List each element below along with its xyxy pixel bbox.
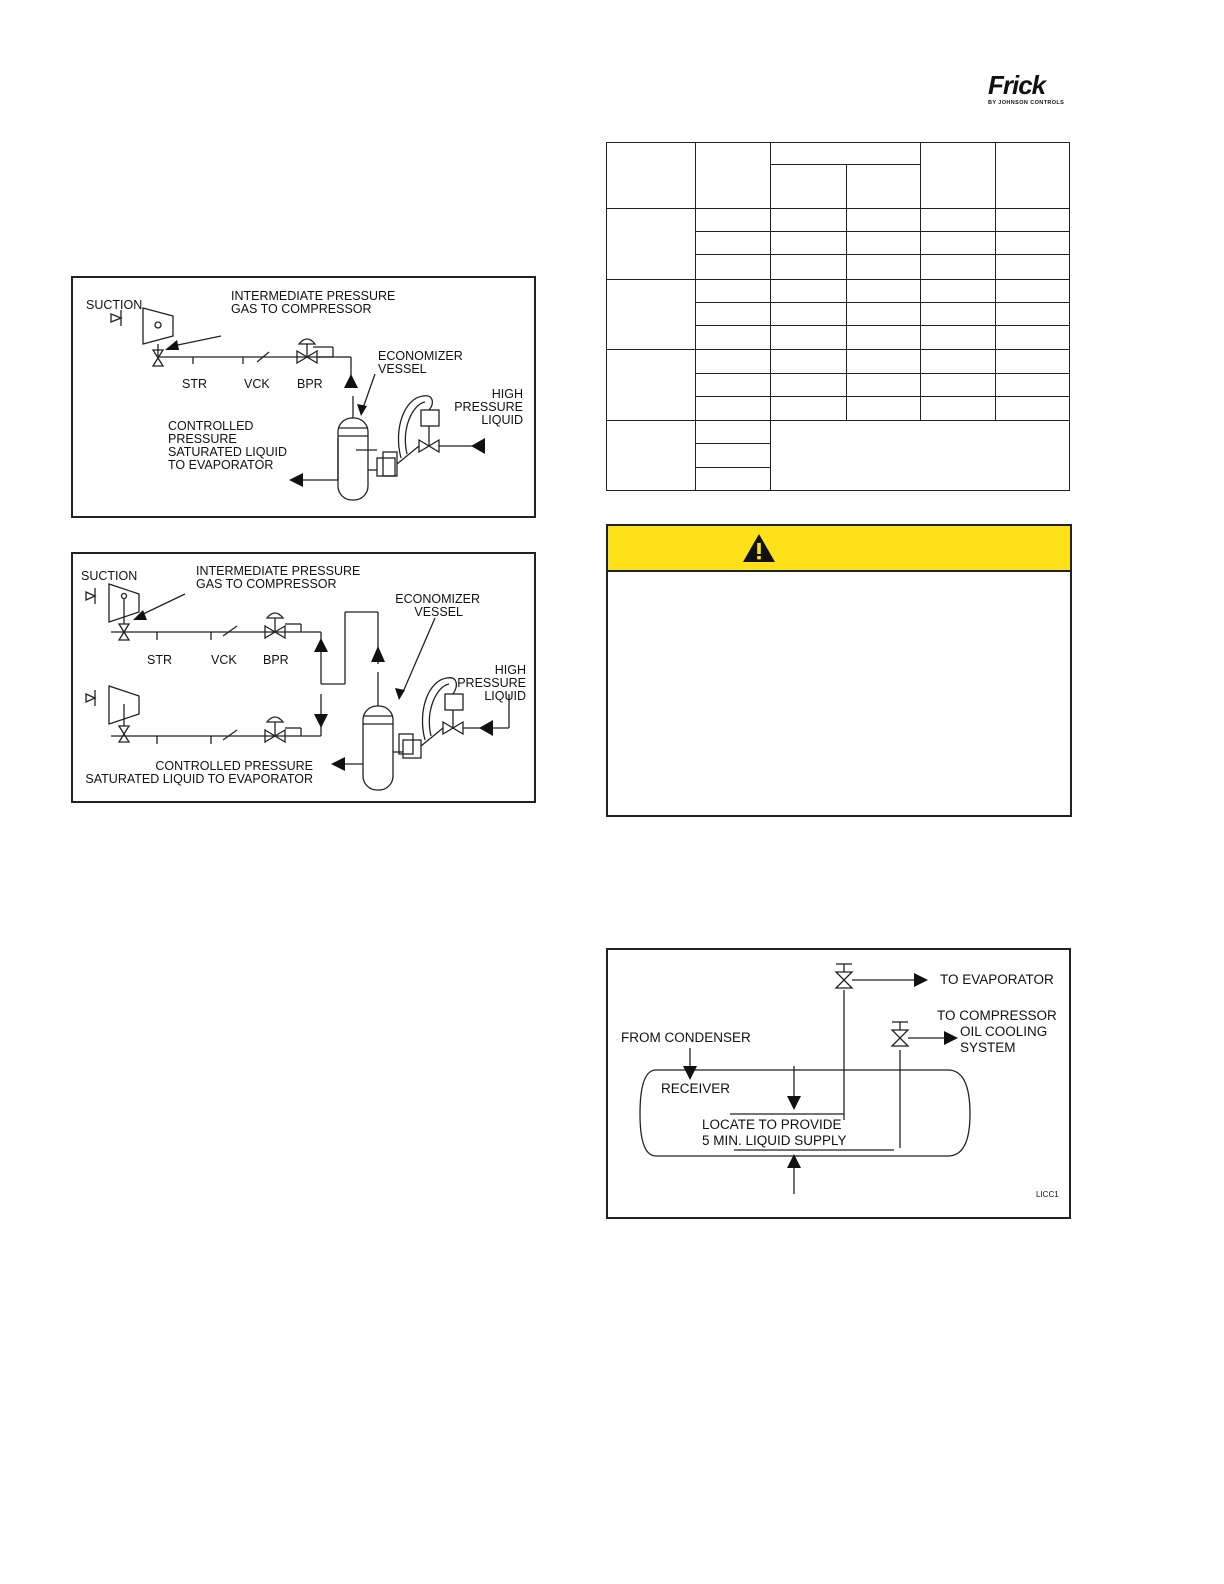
label-controlled-3: SATURATED LIQUID xyxy=(168,445,287,459)
table-cell xyxy=(846,208,920,231)
table-header-cell xyxy=(771,165,846,209)
table-cell xyxy=(846,326,920,350)
label-locate-1: LOCATE TO PROVIDE xyxy=(702,1117,842,1132)
label-controlled-2a: CONTROLLED PRESSURE xyxy=(155,759,313,773)
label-intermediate-2b: GAS TO COMPRESSOR xyxy=(196,577,337,591)
table-cell xyxy=(771,279,846,302)
table-cell xyxy=(696,326,771,350)
table-cell xyxy=(696,350,771,373)
label-vck-2: VCK xyxy=(211,653,237,667)
table-header-row xyxy=(607,143,1070,165)
table-cell xyxy=(995,350,1069,373)
label-to-compressor-2: OIL COOLING xyxy=(960,1024,1048,1039)
table-header-cell xyxy=(696,143,771,209)
table-cell xyxy=(696,396,771,420)
table-cell xyxy=(771,421,1070,491)
label-controlled-1: CONTROLLED xyxy=(168,419,254,433)
receiver-diagram xyxy=(608,950,1069,1217)
table-cell xyxy=(771,255,846,279)
table-cell xyxy=(846,396,920,420)
economizer-dual-diagram xyxy=(73,554,534,801)
table-row xyxy=(607,208,1070,231)
label-economizer-2b: VESSEL xyxy=(414,605,463,619)
table-header-cell xyxy=(920,143,995,209)
label-to-evaporator: TO EVAPORATOR xyxy=(940,972,1054,987)
brand-subtitle: BY JOHNSON CONTROLS xyxy=(988,100,1065,106)
table-cell xyxy=(696,302,771,325)
table-cell xyxy=(920,373,995,396)
label-intermediate-2: GAS TO COMPRESSOR xyxy=(231,302,372,316)
table-cell xyxy=(920,350,995,373)
figure-code: LICC1 xyxy=(1036,1190,1059,1199)
table-row xyxy=(607,279,1070,302)
table-cell xyxy=(846,302,920,325)
label-controlled-2b: SATURATED LIQUID TO EVAPORATOR xyxy=(85,772,313,786)
warning-triangle-icon xyxy=(741,532,777,564)
label-high-2c: LIQUID xyxy=(484,689,526,703)
label-high-3: LIQUID xyxy=(481,413,523,427)
economizer-single-diagram xyxy=(73,278,534,516)
table-cell xyxy=(696,255,771,279)
table-row xyxy=(607,350,1070,373)
table-cell xyxy=(920,208,995,231)
label-to-compressor-3: SYSTEM xyxy=(960,1040,1016,1055)
label-vck: VCK xyxy=(244,377,270,391)
table-cell xyxy=(696,279,771,302)
table-cell xyxy=(846,232,920,255)
label-economizer-2a: ECONOMIZER xyxy=(395,592,480,606)
table-cell xyxy=(607,421,696,491)
label-economizer-1: ECONOMIZER xyxy=(378,349,463,363)
table-cell xyxy=(771,208,846,231)
label-bpr: BPR xyxy=(297,377,323,391)
figure-economizer-dual xyxy=(71,552,536,803)
table-cell xyxy=(920,255,995,279)
label-receiver: RECEIVER xyxy=(661,1081,731,1096)
table-cell xyxy=(995,373,1069,396)
table-cell xyxy=(995,232,1069,255)
label-high-2b: PRESSURE xyxy=(457,676,526,690)
table-cell xyxy=(771,326,846,350)
table-cell xyxy=(696,444,771,467)
table-cell xyxy=(696,467,771,490)
warning-header xyxy=(608,526,1070,572)
table-row xyxy=(607,421,1070,444)
label-to-compressor-1: TO COMPRESSOR xyxy=(937,1008,1057,1023)
label-locate-2: 5 MIN. LIQUID SUPPLY xyxy=(702,1133,847,1148)
label-str-2: STR xyxy=(147,653,172,667)
table-cell xyxy=(995,396,1069,420)
table-cell xyxy=(771,302,846,325)
table-cell xyxy=(696,208,771,231)
table-cell xyxy=(696,232,771,255)
table-cell xyxy=(696,421,771,444)
table-cell xyxy=(607,208,696,279)
table-cell xyxy=(771,350,846,373)
figure-economizer-single xyxy=(71,276,536,518)
table-cell xyxy=(607,279,696,350)
table-cell xyxy=(920,326,995,350)
table-cell xyxy=(995,326,1069,350)
label-economizer-2: VESSEL xyxy=(378,362,427,376)
label-intermediate-1: INTERMEDIATE PRESSURE xyxy=(231,289,396,303)
table-cell xyxy=(995,255,1069,279)
label-high-1: HIGH xyxy=(491,387,523,401)
label-bpr-2: BPR xyxy=(263,653,289,667)
table-cell xyxy=(995,279,1069,302)
label-str: STR xyxy=(182,377,207,391)
table-cell xyxy=(920,279,995,302)
table-cell xyxy=(920,396,995,420)
table-cell xyxy=(920,302,995,325)
table-cell xyxy=(846,255,920,279)
warning-box xyxy=(606,524,1072,817)
table-cell xyxy=(920,232,995,255)
table-cell xyxy=(771,396,846,420)
data-table xyxy=(606,142,1070,491)
table-header-cell xyxy=(995,143,1069,209)
table-cell xyxy=(846,279,920,302)
table-cell xyxy=(771,373,846,396)
table-cell xyxy=(995,208,1069,231)
brand-logo xyxy=(988,70,1072,110)
label-high-2: PRESSURE xyxy=(454,400,523,414)
table-cell xyxy=(696,373,771,396)
label-suction-2: SUCTION xyxy=(81,569,138,583)
table-cell xyxy=(607,350,696,421)
label-intermediate-2a: INTERMEDIATE PRESSURE xyxy=(196,564,361,578)
table-header-cell xyxy=(771,143,920,165)
label-from-condenser: FROM CONDENSER xyxy=(621,1030,751,1045)
table-cell xyxy=(771,232,846,255)
brand-name: Frick xyxy=(988,70,1046,100)
table-cell xyxy=(995,302,1069,325)
table-cell xyxy=(846,350,920,373)
table-header-cell xyxy=(607,143,696,209)
table-cell xyxy=(846,373,920,396)
label-suction: SUCTION xyxy=(86,298,143,312)
label-controlled-4: TO EVAPORATOR xyxy=(168,458,274,472)
table-header-cell xyxy=(846,165,920,209)
label-controlled-2: PRESSURE xyxy=(168,432,237,446)
label-high-2a: HIGH xyxy=(494,663,526,677)
figure-receiver xyxy=(606,948,1071,1219)
